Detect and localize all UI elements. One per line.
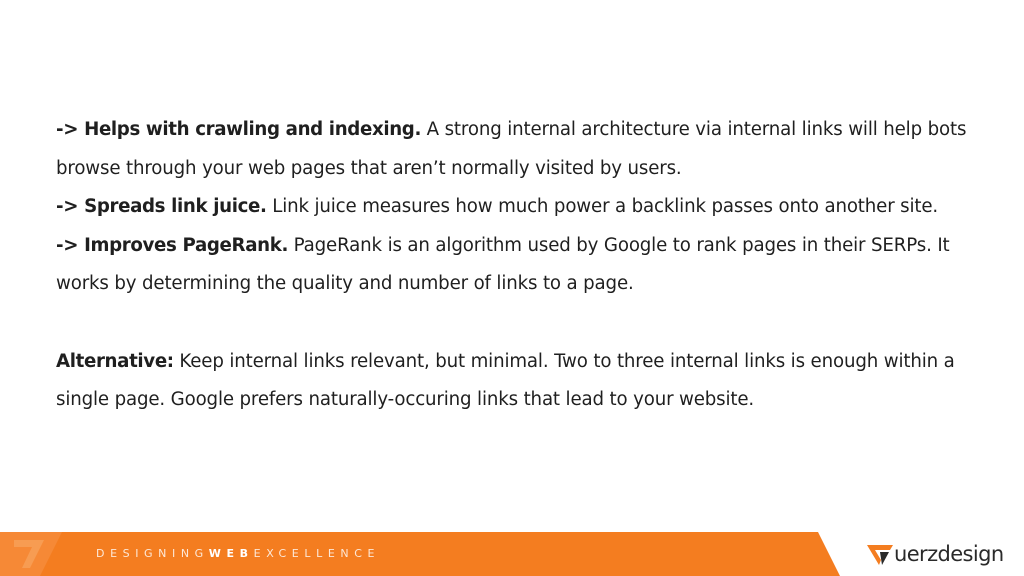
point-heading: -> Spreads link juice. <box>56 196 267 217</box>
point-text: Link juice measures how much power a backlink passes onto another site. <box>266 196 939 217</box>
footer-tagline <box>96 547 380 560</box>
footer-bar <box>0 532 1024 576</box>
v-chevron-logo-icon <box>866 540 894 568</box>
alternative-label: Alternative: <box>56 350 174 372</box>
paragraph-spacer <box>56 304 986 343</box>
point-text: PageRank is an algorithm used by Google to rank pages in their SERPs. It works by determining the quality and number of links to a page. <box>56 234 950 294</box>
slide-body <box>56 111 986 420</box>
point-crawling-indexing <box>56 111 986 188</box>
alternative-text: Keep internal links relevant, but minimal. Two to three internal links is enough within a single page. Google prefers naturally-occuring links that lead to your website. <box>56 350 955 410</box>
tagline-designing: DESIGNING <box>96 547 209 560</box>
point-heading: -> Improves PageRank. <box>56 234 289 256</box>
point-text: A strong internal architecture via internal links will help bots browse through your web pages that aren’t normally visited by users. <box>56 119 967 179</box>
point-pagerank <box>56 227 986 304</box>
point-heading: -> Helps with crawling and indexing. <box>56 119 422 140</box>
tagline-web: WEB <box>208 547 254 560</box>
point-link-juice <box>56 188 986 227</box>
brand-name: uerzdesign <box>894 542 1004 566</box>
alternative-note <box>56 343 986 420</box>
tagline-excellence: EXCELLENCE <box>253 547 381 560</box>
brand-logo[interactable] <box>866 539 1004 569</box>
